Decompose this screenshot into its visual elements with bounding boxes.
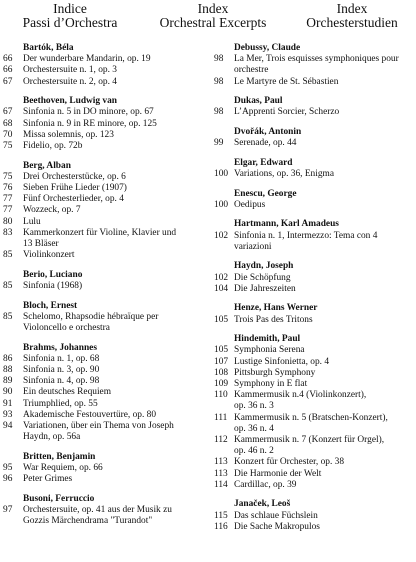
composer-name: Britten, Benjamin (23, 451, 96, 462)
page-number: 85 (3, 250, 13, 261)
composer-name: Brahms, Johannes (23, 342, 97, 353)
composer-section (3, 96, 208, 152)
page-number: 108 (214, 367, 229, 378)
composer-section (214, 96, 414, 118)
page-number: 111 (214, 412, 228, 423)
page-number: 113 (214, 457, 228, 468)
work-title: Violinkonzert (23, 250, 75, 261)
page-number: 91 (3, 398, 13, 409)
index-entry (214, 357, 414, 368)
index-entry (214, 435, 414, 457)
work-title: Die Harmonie der Welt (234, 468, 322, 479)
header-german (288, 2, 416, 30)
index-entry (214, 390, 414, 412)
index-entry (3, 399, 208, 410)
work-title: Sieben Frühe Lieder (1907) (23, 183, 127, 194)
page-number: 94 (3, 421, 13, 432)
page-number: 93 (3, 409, 13, 420)
page-number: 97 (3, 505, 13, 516)
work-title: Variations, op. 36, Enigma (234, 169, 334, 179)
index-entry (214, 77, 414, 88)
page-number: 96 (3, 474, 13, 485)
work-title: Drei Orchesterstücke, op. 6 (23, 171, 126, 182)
work-title: Symphonia Serena (234, 345, 305, 356)
composer-name: Bloch, Ernest (23, 300, 78, 311)
composer-name: Janaček, Leoš (234, 499, 291, 510)
page-number: 98 (214, 54, 224, 65)
work-title: War Requiem, op. 66 (23, 463, 103, 474)
page-number: 98 (214, 76, 224, 87)
index-entry (3, 474, 208, 485)
work-title: Ein deutsches Requiem (23, 387, 112, 398)
index-entry (3, 65, 208, 76)
right-column (214, 43, 414, 541)
composer-section (3, 270, 208, 292)
work-title: Pittsburgh Symphony (234, 367, 316, 378)
composer-section (3, 494, 208, 528)
page-number: 115 (214, 510, 228, 521)
index-entry (214, 522, 414, 533)
header-line: Orchestral Excerpts (159, 15, 267, 30)
index-entry (3, 194, 208, 205)
page-number: 100 (214, 169, 229, 179)
left-column (3, 43, 208, 536)
composer-section (3, 161, 208, 262)
work-title: Sinfonia n. 1, Intermezzo: Tema con 4 variazioni (234, 230, 378, 252)
composer-section (3, 452, 208, 486)
work-title: Orchestersuite, op. 41 aus der Musik zu Gozzis Märchendrama "Turandot" (23, 505, 172, 527)
index-entry (3, 172, 208, 183)
composer-name: Dvořák, Antonin (234, 127, 302, 137)
work-title: Sinfonia n. 9 in RE minore, op. 125 (23, 118, 157, 129)
work-title: Sinfonia n. 3, op. 90 (23, 365, 100, 376)
header-line: Passi d’Orchestra (22, 15, 118, 30)
composer-name: Enescu, George (234, 188, 297, 199)
composer-name: Haydn, Joseph (234, 261, 294, 272)
page-number: 113 (214, 468, 228, 479)
work-title: Die Schöpfung (234, 272, 291, 283)
work-title: Kammermusik n.4 (Violinkonzert), op. 36 n. 3 (234, 390, 367, 412)
work-title: L’Apprenti Sorcier, Scherzo (234, 107, 340, 118)
work-title: Trois Pas des Tritons (234, 314, 313, 325)
page-number: 77 (3, 205, 13, 216)
work-title: Variationen, über ein Thema von Joseph Haydn, op. 56a (23, 421, 174, 443)
page-number: 80 (3, 216, 13, 227)
page-number: 90 (3, 387, 13, 398)
page-number: 75 (3, 141, 13, 152)
work-title: Der wunderbare Mandarin, op. 19 (23, 54, 151, 65)
page-number: 85 (3, 281, 13, 292)
page-number: 68 (3, 118, 13, 129)
work-title: Sinfonia (1968) (23, 281, 83, 292)
work-title: Cardillac, op. 39 (234, 479, 297, 490)
page-number: 102 (214, 230, 229, 241)
index-entry (3, 54, 208, 65)
page-number: 86 (3, 353, 13, 364)
work-title: Missa solemnis, op. 123 (23, 129, 114, 140)
index-entry (214, 469, 414, 480)
header-english (138, 2, 288, 30)
work-title: Das schlaue Füchslein (234, 510, 318, 521)
index-entry (3, 107, 208, 118)
header-line: Orchesterstudien (306, 15, 398, 30)
index-entry (3, 365, 208, 376)
page-number: 66 (3, 54, 13, 65)
index-entry (3, 387, 208, 398)
page-number: 98 (214, 107, 224, 118)
index-entry (214, 368, 414, 379)
composer-section (214, 303, 414, 325)
composer-section (214, 219, 414, 253)
page-number: 99 (214, 138, 224, 149)
work-title: Triumphlied, op. 55 (23, 398, 98, 409)
page-number: 105 (214, 314, 229, 325)
page-number: 83 (3, 227, 13, 238)
work-title: Orchestersuite n. 1, op. 3 (23, 65, 117, 76)
page-number: 112 (214, 435, 228, 446)
work-title: Fünf Orchesterlieder, op. 4 (23, 194, 124, 205)
index-entry (3, 119, 208, 130)
composer-section (214, 127, 414, 149)
composer-name: Busoni, Ferruccio (23, 493, 95, 504)
index-entry (3, 250, 208, 261)
work-title: Wozzeck, op. 7 (23, 205, 81, 216)
composer-name: Elgar, Edward (234, 157, 293, 168)
index-entry (3, 217, 208, 228)
page-number: 102 (214, 272, 229, 283)
page-number: 85 (3, 311, 13, 322)
work-title: Schelomo, Rhapsodie hébraïque per Violoncello e orchestra (23, 311, 159, 334)
page-number: 116 (214, 521, 228, 532)
composer-name: Berio, Luciano (23, 269, 83, 280)
work-title: Lulu (23, 216, 41, 227)
header-line: Indice (53, 1, 87, 16)
index-entry (3, 228, 208, 250)
index-entry (214, 54, 414, 76)
index-entry (3, 77, 208, 88)
composer-name: Hartmann, Karl Amadeus (234, 219, 339, 230)
work-title: Kammerkonzert für Violine, Klavier und 13 Bläser (23, 227, 177, 250)
page-number: 77 (3, 194, 13, 205)
page-number: 66 (3, 65, 13, 76)
page-number: 104 (214, 283, 229, 294)
index-entry (3, 130, 208, 141)
composer-name: Henze, Hans Werner (234, 303, 318, 314)
index-entry (214, 413, 414, 435)
work-title: Akademische Festouvertüre, op. 80 (23, 409, 157, 420)
page-number: 76 (3, 183, 13, 194)
work-title: Sinfonia n. 1, op. 68 (23, 353, 100, 364)
index-entry (3, 205, 208, 216)
work-title: La Mer, Trois esquisses symphoniques pour orchestre (234, 54, 399, 76)
index-entry (214, 273, 414, 284)
composer-section (214, 189, 414, 211)
composer-section (3, 301, 208, 335)
page-number: 89 (3, 376, 13, 387)
index-entry (214, 231, 414, 253)
index-entry (214, 284, 414, 295)
composer-section (3, 43, 208, 88)
composer-name: Hindemith, Paul (234, 334, 301, 345)
index-entry (214, 107, 414, 118)
composer-section (214, 158, 414, 180)
page-number: 110 (214, 390, 228, 401)
work-title: Sinfonia n. 4, op. 98 (23, 376, 100, 387)
page-number: 114 (214, 479, 228, 490)
index-entry (3, 505, 208, 527)
work-title: Die Sache Makropulos (234, 521, 320, 532)
composer-section (214, 261, 414, 295)
page-number: 105 (214, 345, 229, 356)
work-title: Peter Grimes (23, 474, 73, 485)
index-entry (3, 376, 208, 387)
index-entry (3, 421, 208, 443)
index-entry (3, 354, 208, 365)
composer-section (214, 499, 414, 533)
composer-section (214, 43, 414, 88)
index-entry (3, 183, 208, 194)
work-title: Die Jahreszeiten (234, 283, 296, 294)
index-entry (214, 345, 414, 356)
page-number: 88 (3, 365, 13, 376)
page-number: 70 (3, 129, 13, 140)
composer-name: Dukas, Paul (234, 96, 283, 107)
index-entry (214, 200, 414, 211)
index-entry (214, 457, 414, 468)
page-number: 109 (214, 379, 229, 389)
work-title: Sinfonia n. 5 in DO minore, op. 67 (23, 107, 154, 118)
page-number: 67 (3, 76, 13, 87)
composer-name: Bartók, Béla (23, 43, 74, 53)
work-title: Serenade, op. 44 (234, 138, 297, 149)
page-number: 67 (3, 107, 13, 118)
work-title: Oedipus (234, 199, 266, 210)
header-line: Index (197, 1, 229, 16)
work-title: Symphony in E flat (234, 379, 308, 389)
index-entry (214, 138, 414, 149)
composer-name: Beethoven, Ludwig van (23, 96, 118, 107)
composer-name: Berg, Alban (23, 160, 71, 171)
index-entry (3, 281, 208, 292)
work-title: Fidelio, op. 72b (23, 141, 83, 152)
index-entry (214, 169, 414, 180)
index-entry (214, 480, 414, 491)
index-entry (3, 463, 208, 474)
work-title: Orchestersuite n. 2, op. 4 (23, 76, 117, 87)
index-entry (3, 410, 208, 421)
page-number: 75 (3, 171, 13, 182)
header-line: Index (336, 1, 368, 16)
index-headers (0, 2, 416, 38)
work-title: Kammermusik n. 7 (Konzert für Orgel), op. 46 n. 2 (234, 435, 385, 457)
composer-name: Debussy, Claude (234, 43, 301, 53)
index-entry (214, 315, 414, 326)
index-entry (214, 511, 414, 522)
index-entry (3, 312, 208, 334)
composer-section (214, 334, 414, 491)
page-number: 107 (214, 356, 229, 367)
work-title: Konzert für Orchester, op. 38 (234, 457, 345, 468)
page-number: 95 (3, 463, 13, 474)
composer-section (3, 343, 208, 444)
work-title: Lustige Sinfonietta, op. 4 (234, 356, 330, 367)
work-title: Le Martyre de St. Sébastien (234, 76, 339, 87)
work-title: Kammermusik n. 5 (Bratschen-Konzert), op. 36 n. 4 (234, 412, 388, 434)
index-entry (3, 141, 208, 152)
page-number: 100 (214, 199, 229, 210)
index-entry (214, 379, 414, 390)
header-italian (0, 2, 140, 30)
